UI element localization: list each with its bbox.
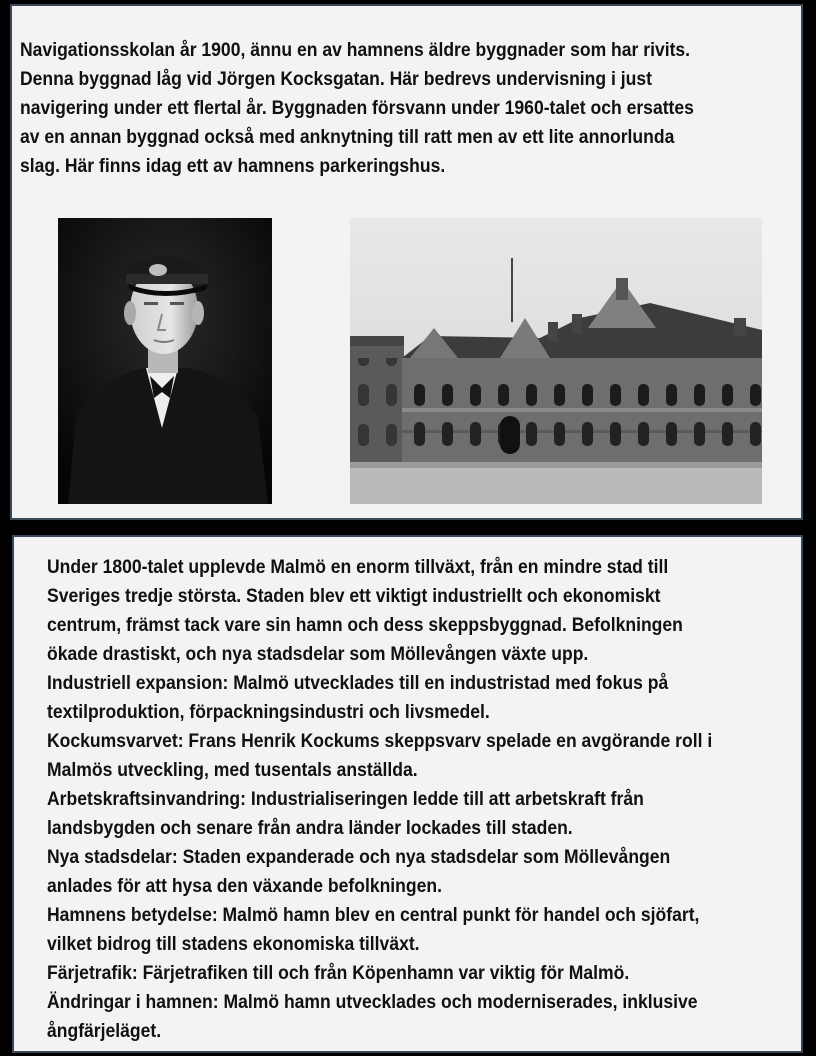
history-line: Malmös utveckling, med tusentals anställda. — [47, 759, 418, 781]
history-line: Industriell expansion: Malmö utvecklades till en industristad med fokus på — [47, 672, 669, 694]
history-line: Sveriges tredje största. Staden blev ett viktigt industriellt och ekonomiskt — [47, 585, 661, 607]
history-line: textilproduktion, förpackningsindustri och livsmedel. — [47, 701, 490, 723]
history-text — [47, 553, 712, 1046]
history-line: Färjetrafik: Färjetrafiken till och från Köpenhamn var viktig för Malmö. — [47, 962, 630, 984]
history-line: Kockumsvarvet: Frans Henrik Kockums skeppsvarv spelade en avgörande roll i — [47, 730, 713, 752]
history-line: Nya stadsdelar: Staden expanderade och nya stadsdelar som Möllevången — [47, 846, 671, 868]
history-line: anlades för att hysa den växande befolkningen. — [47, 875, 442, 897]
intro-line: navigering under ett flertal år. Byggnaden försvann under 1960-talet och ersattes — [20, 97, 694, 119]
history-line: ökade drastiskt, och nya stadsdelar som Möllevången växte upp. — [47, 643, 589, 665]
intro-text — [20, 36, 694, 181]
history-line: centrum, främst tack vare sin hamn och dess skeppsbyggnad. Befolkningen — [47, 614, 683, 636]
building-photo — [350, 218, 762, 504]
history-line: vilket bidrog till stadens ekonomiska tillväxt. — [47, 933, 420, 955]
history-line: ångfärjeläget. — [47, 1020, 162, 1042]
intro-line: av en annan byggnad också med anknytning till ratt men av ett lite annorlunda — [20, 126, 675, 148]
history-line: Ändringar i hamnen: Malmö hamn utvecklades och moderniserades, inklusive — [47, 991, 698, 1013]
intro-line: Navigationsskolan år 1900, ännu en av hamnens äldre byggnader som har rivits. — [20, 39, 691, 61]
history-line: landsbygden och senare från andra länder lockades till staden. — [47, 817, 573, 839]
intro-line: Denna byggnad låg vid Jörgen Kocksgatan. Här bedrevs undervisning i just — [20, 68, 652, 90]
history-line: Under 1800-talet upplevde Malmö en enorm tillväxt, från en mindre stad till — [47, 556, 669, 578]
top-panel — [10, 4, 803, 520]
intro-line: slag. Här finns idag ett av hamnens parkeringshus. — [20, 155, 446, 177]
bottom-panel — [12, 535, 803, 1053]
history-line: Hamnens betydelse: Malmö hamn blev en central punkt för handel och sjöfart, — [47, 904, 700, 926]
portrait-photo — [58, 218, 272, 504]
history-line: Arbetskraftsinvandring: Industrialiseringen ledde till att arbetskraft från — [47, 788, 644, 810]
